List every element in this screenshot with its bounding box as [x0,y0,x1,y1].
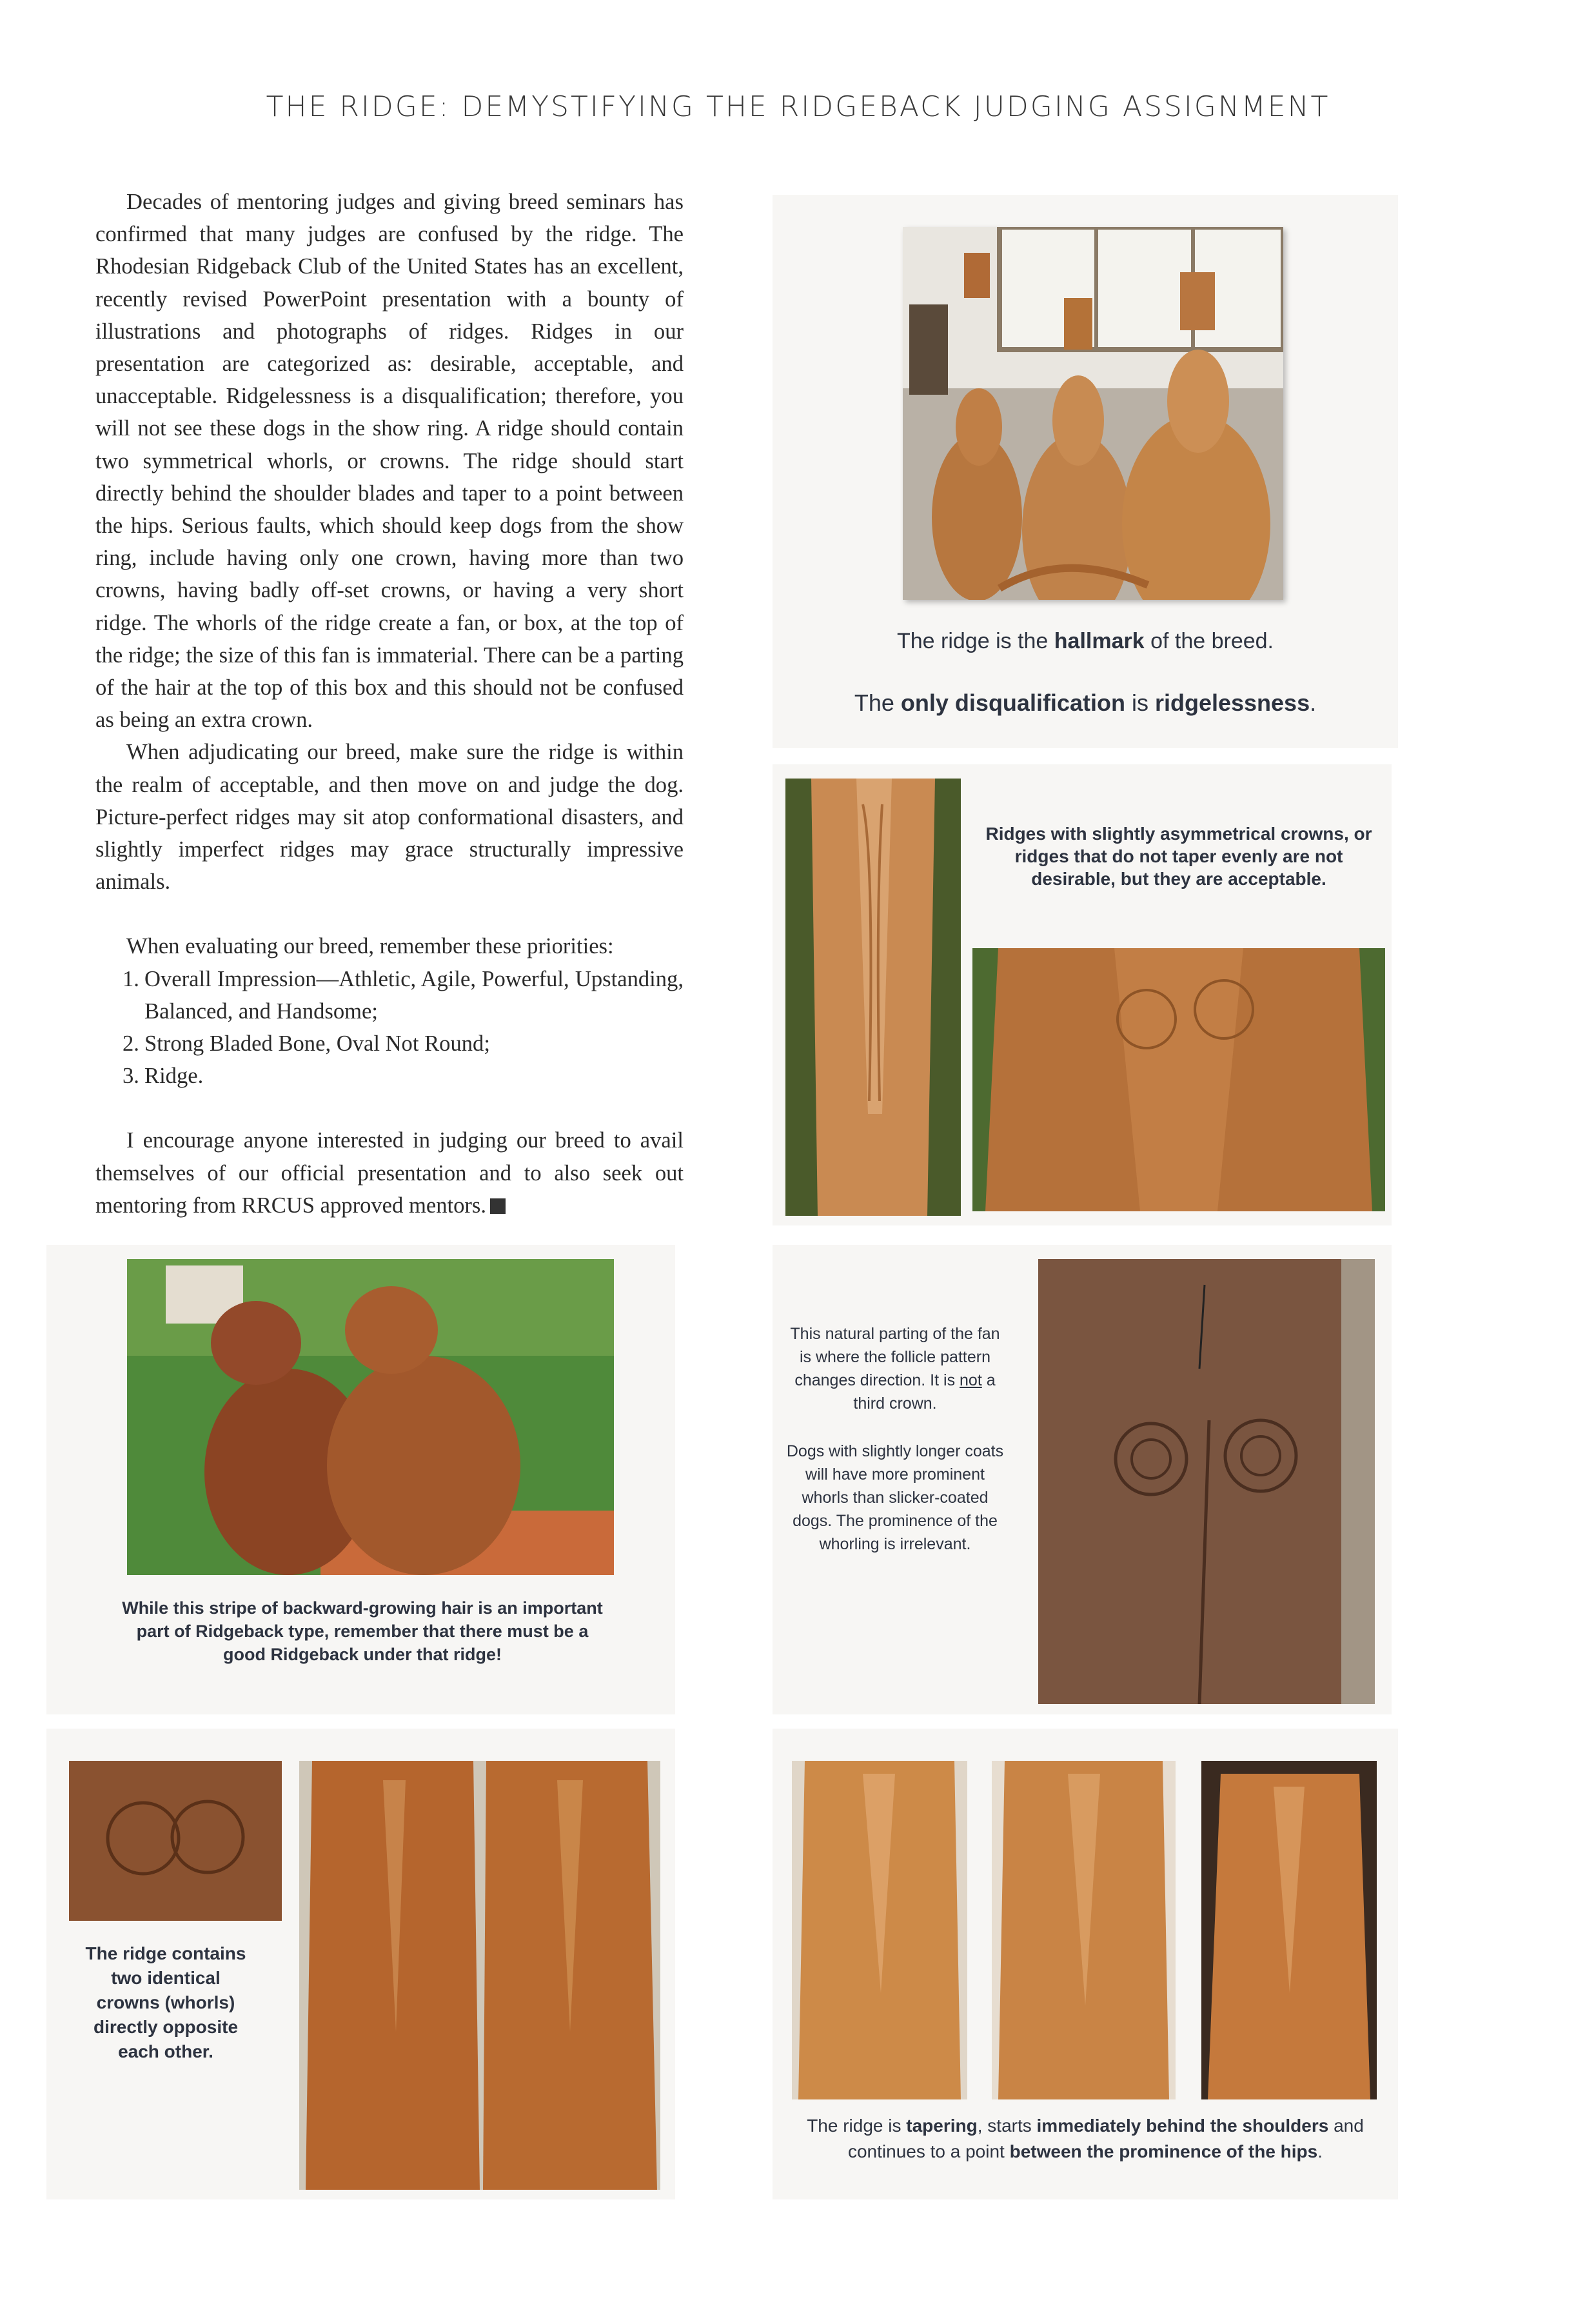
figure-stripe [46,1245,675,1714]
page-title: THE RIDGE: DEMYSTIFYING THE RIDGEBACK JUDGING ASSIGNMENT [266,90,1330,123]
three-dogs-window-photo [903,227,1283,600]
two-dogs-grass-photo [127,1259,614,1575]
two-backs-photo [299,1761,660,2190]
priority-item: 2. Strong Bladed Bone, Oval Not Round; [123,1031,490,1057]
narrow-ridge-photo [785,779,961,1216]
article-paragraph-1: Decades of mentoring judges and giving breed seminars has confirmed that many judges are confused by the ridge. The Rhodesian Ridgeback Club of the United States has an excellent, recently revised PowerPoint presentation with a bounty of illustrations and photographs of ridges. Ridges in our presentation are categorized as: desirable, acceptable, and unacceptable. Ridgelessness is a disqualification; therefore, you will not see these dogs in the show ring. A ridge should contain two symmetrical whorls, or crowns. The ridge should start directly behind the shoulder blades and taper to a point between the hips. Serious faults, which should keep dogs from the show ring, include having only one crown, having more than two crowns, having badly off-set crowns, or having a very short ridge. The whorls of the ridge create a fan, or box, at the top of the ridge; the size of this fan is immaterial. There can be a parting of the hair at the top of this box and this should not be confused as being an extra crown. [95,190,684,733]
crown-closeup-photo [69,1761,282,1921]
closing-paragraph: I encourage anyone interested in judging our breed to avail themselves of our official presentation and to also seek out mentoring from RRCUS approved mentors. [95,1128,684,1218]
end-mark [490,1198,506,1214]
parting-caption-2: Dogs with slightly longer coats will have more prominent whorls than slicker-coated dogs. The prominence of the whorling is irrelevant. [786,1442,1004,1553]
article-body [95,186,684,1222]
priority-item: 1. Overall Impression—Athletic, Agile, Powerful, Upstanding, Balanced, and Handsome; [123,966,684,1024]
asymmetrical-caption: Ridges with slightly asymmetrical crowns, or ridges that do not taper evenly are not desirable, but they are acceptable. [985,824,1372,889]
article-paragraph-2: When adjudicating our breed, make sure the ridge is within the realm of acceptable, and then move on and judge the dog. Picture-perfect ridges may sit atop conformational disasters, and slightly imperfect ridges may grace structurally impressive animals. [95,740,684,895]
figure-hallmark [773,195,1398,748]
whorl-closeup-photo [1038,1259,1375,1704]
taper-photo-1 [792,1761,967,2099]
figure-crowns [46,1729,675,2199]
priorities-intro: When evaluating our breed, remember these priorities: [126,934,614,959]
wide-crown-photo [972,948,1385,1211]
taper-photo-2 [992,1761,1176,2099]
stripe-caption: While this stripe of backward-growing hair is an important part of Ridgeback type, remember that there must be a good Ridgeback under that ridge! [122,1598,603,1664]
tapering-caption: The ridge is tapering, starts immediately behind the shoulders and continues to a point between the prominence of the hips. [807,2116,1364,2161]
figure-tapering [773,1729,1398,2199]
figure-asymmetrical [773,764,1392,1226]
taper-photo-3 [1201,1761,1377,2099]
hallmark-caption: The ridge is the hallmark of the breed. The only disqualification is ridgelessness. [854,629,1317,716]
priorities-list [95,963,684,1093]
priority-item: 3. Ridge. [123,1064,204,1089]
crowns-caption: The ridge contains two identical crowns (whorls) directly opposite each other. [85,1943,246,2061]
parting-caption-1: This natural parting of the fan is where the follicle pattern changes direction. It is not a third crown. [790,1325,1000,1413]
figure-parting [773,1245,1392,1714]
